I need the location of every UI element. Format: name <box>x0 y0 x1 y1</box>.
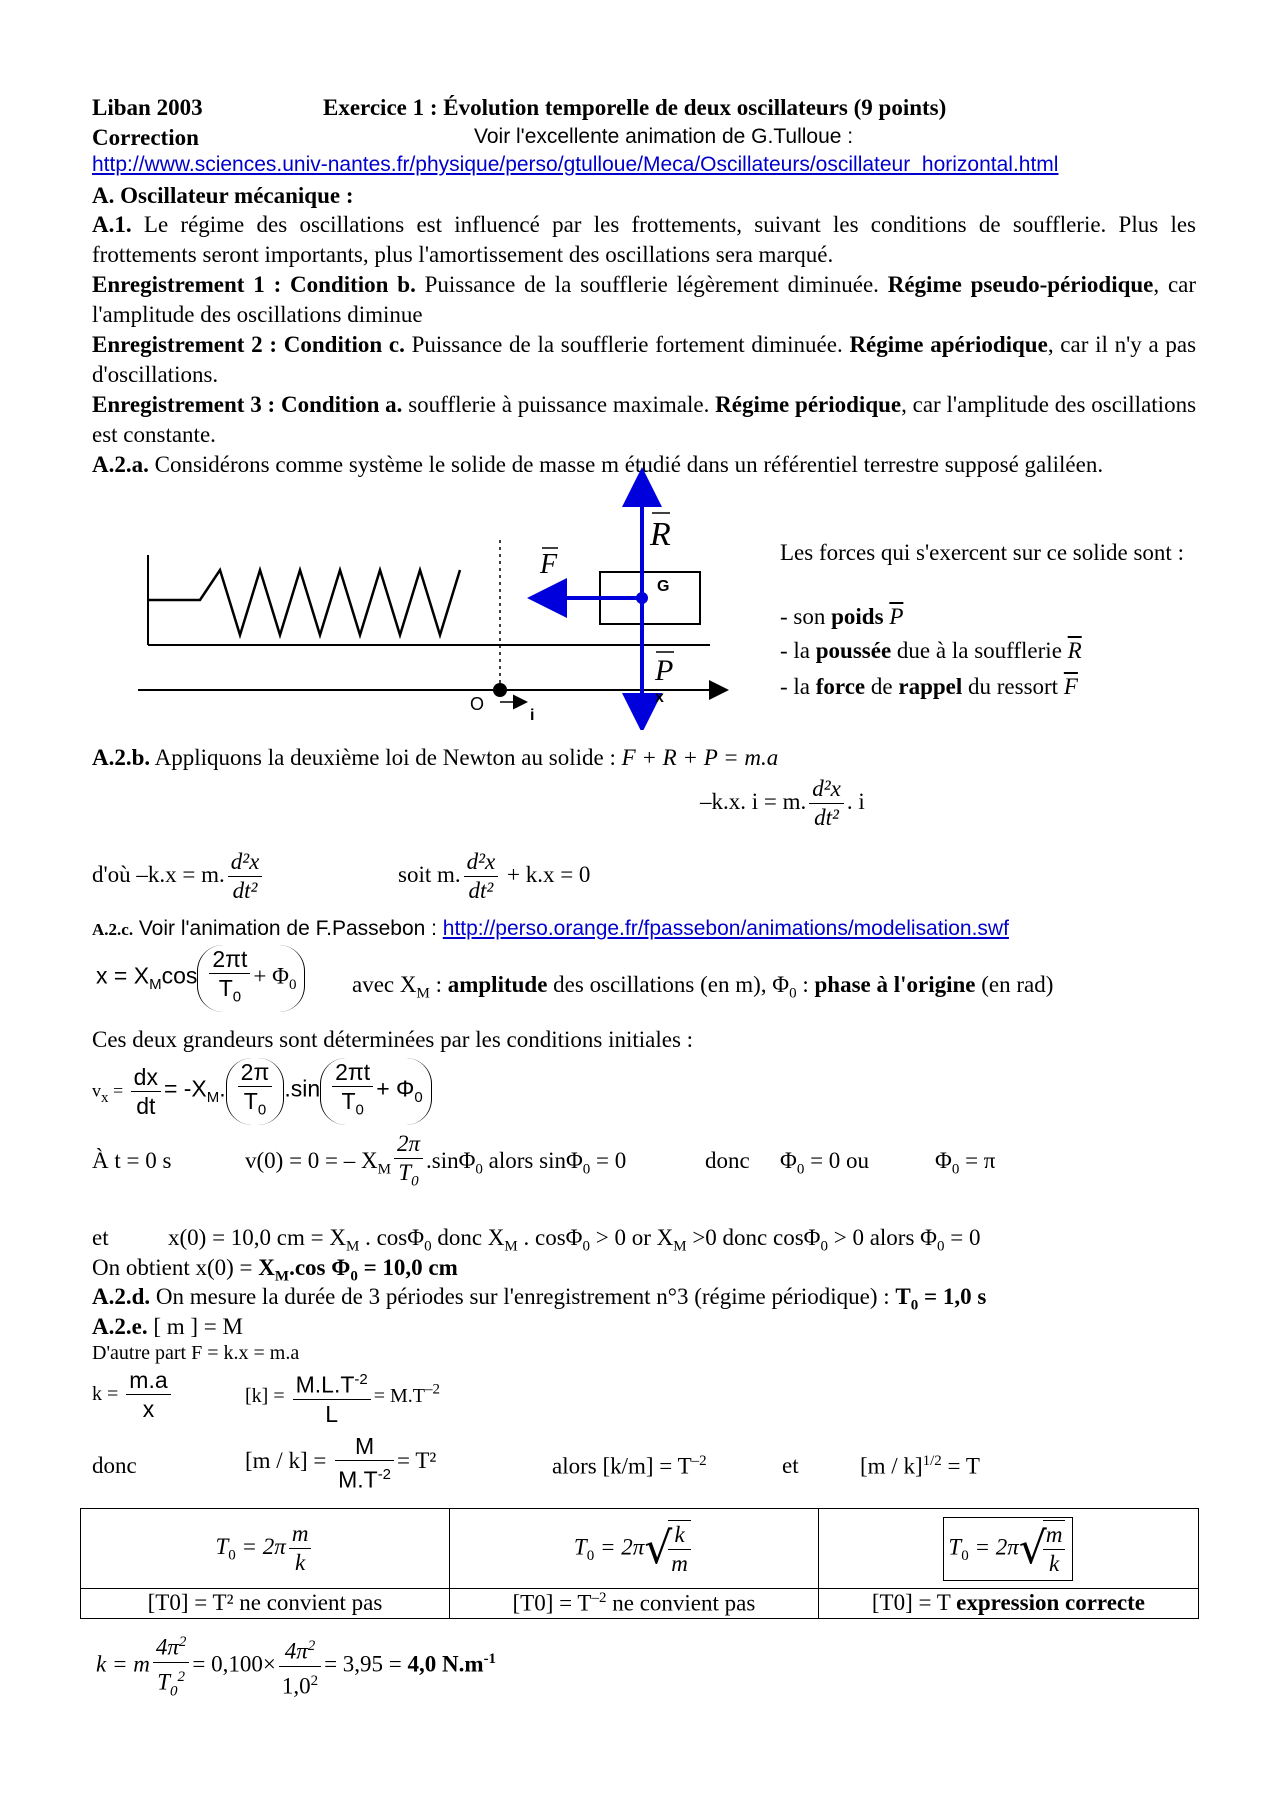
f3-bold2: rappel <box>898 674 963 699</box>
a2c-line <box>92 915 1009 941</box>
f3-de: de <box>865 674 899 699</box>
et-e: . cosΦ <box>517 1225 583 1250</box>
f3-text: du ressort <box>962 674 1064 699</box>
kc-res: 4,0 N.m <box>407 1651 484 1677</box>
k-dimension <box>245 1366 440 1428</box>
et-b-sub: M <box>345 1238 360 1255</box>
avec-c2: des oscillations (en m), Φ <box>547 972 790 997</box>
et-h: > 0 alors Φ <box>827 1225 937 1250</box>
obt-b-sub: M <box>274 1268 290 1285</box>
vx-den-sub: 0 <box>257 1101 267 1119</box>
k-num: m.a <box>126 1366 170 1395</box>
label-r: R <box>650 516 671 553</box>
oscillator-diagram <box>130 440 750 730</box>
obt-c-sub: 0 <box>350 1268 358 1285</box>
et-d: donc X <box>431 1225 505 1250</box>
a2d-res: T <box>895 1284 911 1309</box>
header-location: Liban 2003 <box>92 95 203 120</box>
f2-prefix: - la <box>780 638 816 663</box>
x0-line <box>168 1225 980 1256</box>
t2-bot: [T0] = T <box>512 1590 592 1616</box>
obtained-line <box>92 1255 458 1286</box>
t2-T-sub: 0 <box>586 1547 595 1564</box>
et-f: > 0 or X <box>589 1225 674 1250</box>
et-e-sub: 0 <box>582 1238 590 1255</box>
header-correction: Correction <box>92 125 199 150</box>
k-lhs: k = <box>92 1382 124 1405</box>
f2-vector: $\overline{R}$ <box>1067 638 1082 663</box>
section-a-heading: A. Oscillateur mécanique : <box>92 183 354 208</box>
t0-donc: donc <box>705 1148 750 1173</box>
t3-T-sub: 0 <box>961 1547 969 1564</box>
t0-g-sub: 0 <box>796 1161 805 1178</box>
k-over-m <box>552 1453 707 1480</box>
kc-num: 4π <box>155 1634 179 1660</box>
a1-paragraph <box>92 210 1196 270</box>
avec-c4: (en rad) <box>975 972 1054 997</box>
forces-intro: Les forces qui s'exercent sur ce solide sont : <box>780 540 1184 565</box>
a2d-res2: = 1,0 s <box>918 1284 987 1309</box>
correct-expression-box <box>943 1517 1073 1581</box>
avec: avec X <box>352 972 417 997</box>
vx-phi-sub: 0 <box>414 1089 423 1107</box>
vx-eq: = <box>108 1080 128 1101</box>
enr2-text: Puissance de la soufflerie fortement diminuée. <box>411 332 843 357</box>
et-g-sub: 0 <box>820 1238 828 1255</box>
kdim-lhs: [k] = <box>245 1385 290 1408</box>
soit-c: + k.x = 0 <box>506 861 591 887</box>
a2a-label: A.2.a. <box>92 452 149 477</box>
enr3-end: , car l'amplitude des oscillations est constante. <box>92 392 1197 447</box>
proj-left: –k.x. i = m. <box>700 788 807 814</box>
proj-right: . i <box>846 788 865 814</box>
enr3-text: soufflerie à puissance maximale. <box>408 392 710 417</box>
xeq-cos: cos <box>161 962 198 989</box>
a2c-label: A.2.c. <box>92 920 134 939</box>
enr3-regime: Régime périodique <box>715 392 902 417</box>
vx-num2: 2πt <box>332 1058 373 1087</box>
t1-den: k <box>295 1550 306 1575</box>
xeq-den: T <box>218 975 233 1001</box>
vx-mid: = -X <box>163 1075 207 1102</box>
a2d-text: On mesure la durée de 3 périodes sur l'enregistrement n°3 (régime périodique) : <box>155 1284 896 1309</box>
a2a-text: Considérons comme système le solide de masse m étudié dans un référentiel terrestre supposé galiléen. <box>154 452 1104 477</box>
sqrt-dimension <box>860 1453 980 1480</box>
et-f-sub: M <box>673 1238 687 1255</box>
vx-lhs: v <box>92 1080 101 1101</box>
enregistrement-1 <box>92 270 1196 330</box>
xeq-num: 2πt <box>209 945 250 974</box>
obt-a: On obtient x(0) = <box>92 1255 259 1280</box>
f2-text: due à la soufflerie <box>891 638 1068 663</box>
animation-note: Voir l'excellente animation de G.Tulloue : <box>474 125 854 148</box>
table-cell-2 <box>449 1509 818 1589</box>
m-over-k <box>245 1432 436 1494</box>
enr2-label: Enregistrement 2 : Condition c. <box>92 332 405 357</box>
t0-e: = 0 <box>590 1148 627 1174</box>
obt-d: = 10,0 cm <box>357 1255 458 1280</box>
t0-b: v(0) = 0 = – X <box>245 1148 378 1174</box>
kc-num2: 4π <box>284 1638 308 1664</box>
f1-prefix: - son <box>780 604 832 629</box>
mk-lhs: [m / k] = <box>245 1448 333 1474</box>
et-k: = 0 <box>944 1225 981 1250</box>
t3-2pi: = 2π <box>968 1533 1019 1559</box>
t0-equation <box>245 1130 626 1196</box>
k-formula <box>92 1366 174 1423</box>
et-b: x(0) = 10,0 cm = X <box>168 1225 346 1250</box>
t3-num: m <box>1043 1521 1066 1550</box>
mk-den: M.T <box>338 1466 378 1493</box>
xeq-sub: M <box>149 976 162 994</box>
kc-eq2: = 3,95 = <box>324 1651 408 1677</box>
t2-T: T <box>573 1533 587 1559</box>
vx-mid-sub: M <box>206 1089 220 1107</box>
enr2-end: , car il n'y a pas d'oscillations. <box>92 332 1197 387</box>
f3-vector: $\overline{F}$ <box>1063 674 1078 699</box>
t0-num: 2π <box>394 1130 423 1159</box>
vx-equation <box>92 1058 432 1125</box>
a2d-res-sub: 0 <box>910 1297 919 1314</box>
label-o: O <box>470 694 485 714</box>
t0-line <box>92 1148 171 1174</box>
amplitude-bold: amplitude <box>447 972 548 997</box>
vx-lhs-sub: x <box>101 1090 109 1107</box>
table-cell-1 <box>81 1509 450 1589</box>
vx-dot: . <box>219 1075 226 1102</box>
kc-lhs: k = m <box>96 1651 150 1677</box>
enr1-end: , car l'amplitude des oscillations diminue <box>92 272 1197 327</box>
et-c-sub: 0 <box>424 1238 432 1255</box>
a2b-line <box>92 745 778 771</box>
period-expressions-table <box>80 1508 1199 1619</box>
et-g: >0 donc cosΦ <box>686 1225 821 1250</box>
enr1-regime: Régime pseudo-périodique <box>887 272 1154 297</box>
enr3-label: Enregistrement 3 : Condition a. <box>92 392 403 417</box>
a2d-label: A.2.d. <box>92 1284 151 1309</box>
table-verdict-2 <box>449 1589 818 1619</box>
soit-den: dt² <box>468 878 494 903</box>
obt-c: .cos Φ <box>289 1255 351 1280</box>
enr2-regime: Régime apériodique <box>849 332 1048 357</box>
t0-c: .sinΦ <box>426 1148 476 1174</box>
t2-num: k <box>668 1521 691 1550</box>
t0-h: = 0 ou <box>804 1148 870 1173</box>
sqrt-symbol: √ <box>644 1522 673 1574</box>
t0-phi0 <box>780 1148 869 1179</box>
enr1-label: Enregistrement 1 : Condition b. <box>92 272 416 297</box>
obt-b: X <box>258 1255 275 1280</box>
xeq-phi-sub: 0 <box>288 977 297 994</box>
xeq-description <box>352 972 1053 1003</box>
a1-text: Le régime des oscillations est influencé par les frottements, suivant les conditions de soufflerie. Plus les frottements seront importants, plus l'amortissement des oscillations sera marqué. <box>92 212 1196 267</box>
avec-sub: M <box>416 985 430 1002</box>
a2b-label: A.2.b. <box>92 745 151 770</box>
vx-den2: T <box>341 1088 356 1114</box>
sqrt-dim-res: = T <box>941 1453 980 1479</box>
vx-dt: dt <box>136 1092 156 1119</box>
t3-bot: [T0] = T <box>871 1590 957 1616</box>
t2-bot-exp: –2 <box>591 1590 607 1606</box>
table-cell-3 <box>818 1509 1198 1589</box>
xeq-den-sub: 0 <box>232 988 242 1006</box>
t0-b-sub: M <box>377 1161 391 1178</box>
t1-T-sub: 0 <box>228 1547 236 1564</box>
avec-c3: : <box>796 972 815 997</box>
a2e-label: A.2.e. <box>92 1314 148 1339</box>
sqrt-symbol: √ <box>1018 1522 1047 1574</box>
label-x: x <box>655 689 664 706</box>
a1-label: A.1. <box>92 212 132 237</box>
mk-den-exp: -2 <box>377 1466 392 1483</box>
et-h-sub: 0 <box>936 1238 945 1255</box>
vx-den2-sub: 0 <box>355 1101 364 1119</box>
kdim-res: = M.T <box>373 1385 426 1408</box>
soit-num: d²x <box>464 848 499 877</box>
t0-i: Φ <box>935 1148 952 1173</box>
t0-g: Φ <box>780 1148 797 1173</box>
donc-label: donc <box>92 1453 137 1478</box>
avec-c1: : <box>429 972 448 997</box>
soit-line <box>398 848 590 905</box>
t0-den-sub: 0 <box>411 1173 419 1190</box>
newton-equation: F + R + P = m.a <box>621 745 779 770</box>
label-p: P <box>655 654 674 687</box>
soit-a: soit m. <box>398 861 461 887</box>
f2-bold: poussée <box>815 638 892 663</box>
f1-bold: poids <box>831 604 884 629</box>
t1-num: m <box>289 1520 312 1549</box>
t0-d: alors sinΦ <box>482 1148 583 1174</box>
t0-phipi <box>935 1148 995 1179</box>
kc-eq1: = 0,100× <box>192 1651 276 1677</box>
t0-j: = π <box>959 1148 996 1173</box>
projection-line <box>700 775 865 832</box>
et-d-sub: M <box>504 1238 518 1255</box>
t0-d-sub: 0 <box>582 1161 591 1178</box>
table-verdict-3 <box>818 1589 1198 1619</box>
enr1-text: Puissance de la soufflerie légèrement diminuée. <box>424 272 879 297</box>
label-g: G <box>657 578 670 595</box>
km-text: alors [k/m] = T <box>552 1453 692 1479</box>
kc-den: T <box>157 1669 170 1695</box>
force-weight-line <box>780 604 903 630</box>
kc-den2: 1,0 <box>281 1673 311 1699</box>
exercise-title: Exercice 1 : Évolution temporelle de deux oscillateurs (9 points) <box>323 95 947 120</box>
t0-den: T <box>398 1160 412 1185</box>
passebon-link[interactable]: http://perso.orange.fr/fpassebon/animations/modelisation.swf <box>442 917 1009 940</box>
f1-vector: $\overline{P}$ <box>889 604 904 629</box>
xeq-plus: + Φ <box>253 963 289 989</box>
table-verdict-1: [T0] = T² ne convient pas <box>81 1589 450 1619</box>
vx-dx: dx <box>131 1063 161 1092</box>
k-calculation: k = m $\frac{4\pi^2}{T_0^2}$ = 0,100× $\frac{4\pi^2}{1,0^2}$ = 3,95 = 4,0 $N.m^{-1}$ <box>96 1628 496 1705</box>
mk-num: M <box>335 1432 394 1461</box>
origin-point <box>493 683 507 697</box>
a2c-text: Voir l'animation de F.Passebon : <box>138 917 438 940</box>
km-exp: –2 <box>691 1453 707 1469</box>
xeq-lhs: x = X <box>96 962 150 989</box>
spring <box>148 570 460 635</box>
dou-den: dt² <box>232 878 258 903</box>
x-equation <box>96 945 305 1012</box>
sqrt-dim-a: [m / k] <box>860 1453 923 1479</box>
phase-bold: phase à l'origine <box>814 972 976 997</box>
kdim-num: M.L.T <box>295 1371 355 1398</box>
kdim-res-exp: –2 <box>425 1381 441 1398</box>
t1-2pi: = 2π <box>235 1533 286 1559</box>
f3-prefix: - la <box>780 674 816 699</box>
enregistrement-2 <box>92 330 1196 390</box>
t0-c-sub: 0 <box>475 1161 483 1178</box>
et-c: . cosΦ <box>359 1225 425 1250</box>
t2-bot2: ne convient pas <box>606 1590 756 1616</box>
t3-den: k <box>1049 1550 1060 1576</box>
a2b-text: Appliquons la deuxième loi de Newton au solide : <box>154 745 616 770</box>
vx-plus: + Φ <box>376 1075 415 1102</box>
force-push-line <box>780 638 1082 664</box>
label-f: F <box>540 549 558 580</box>
vx-num: 2π <box>238 1058 273 1087</box>
proj-num: d²x <box>809 775 844 804</box>
a2d-line <box>92 1284 986 1315</box>
force-spring-line <box>780 674 1078 700</box>
tulloue-link[interactable]: http://www.sciences.univ-nantes.fr/physique/perso/gtulloue/Meca/Oscillateurs/oscillateur_horizontal.html <box>92 153 1059 176</box>
a2e-line <box>92 1314 243 1340</box>
vx-den: T <box>243 1088 258 1114</box>
f3-bold1: force <box>815 674 866 699</box>
a2e-line2: D'autre part F = k.x = m.a <box>92 1342 300 1364</box>
mk-res: = T² <box>397 1448 437 1474</box>
a2e-text: [ m ] = M <box>153 1314 243 1339</box>
kc-den-sub: 0 <box>170 1682 178 1699</box>
t2-den: m <box>671 1550 688 1576</box>
k-den: x <box>142 1396 155 1422</box>
avec-c2-sub: 0 <box>789 985 797 1002</box>
proj-den: dt² <box>814 805 839 830</box>
center-of-mass <box>636 592 648 604</box>
t0-i-sub: 0 <box>951 1161 960 1178</box>
t2-2pi: = 2π <box>594 1533 645 1559</box>
t0-a: À t = 0 s <box>92 1148 172 1173</box>
dou-num: d²x <box>228 848 263 877</box>
initial-conditions-text: Ces deux grandeurs sont déterminées par les conditions initiales : <box>92 1027 694 1052</box>
t1-T: T <box>215 1533 229 1559</box>
dou-a: d'où –k.x = m. <box>92 861 225 887</box>
vx-sin: .sin <box>284 1075 321 1102</box>
kc-res-exp: -1 <box>483 1651 497 1668</box>
kdim-num-exp: -2 <box>354 1371 368 1388</box>
t3-bold: expression correcte <box>956 1590 1146 1616</box>
kdim-den: L <box>325 1400 339 1427</box>
et-label: et <box>92 1225 109 1250</box>
t3-T: T <box>948 1533 962 1559</box>
dou-line <box>92 848 265 905</box>
label-i: i <box>530 707 535 724</box>
donc-et: et <box>782 1453 799 1478</box>
sqrt-dim-half: 1/2 <box>922 1453 942 1469</box>
